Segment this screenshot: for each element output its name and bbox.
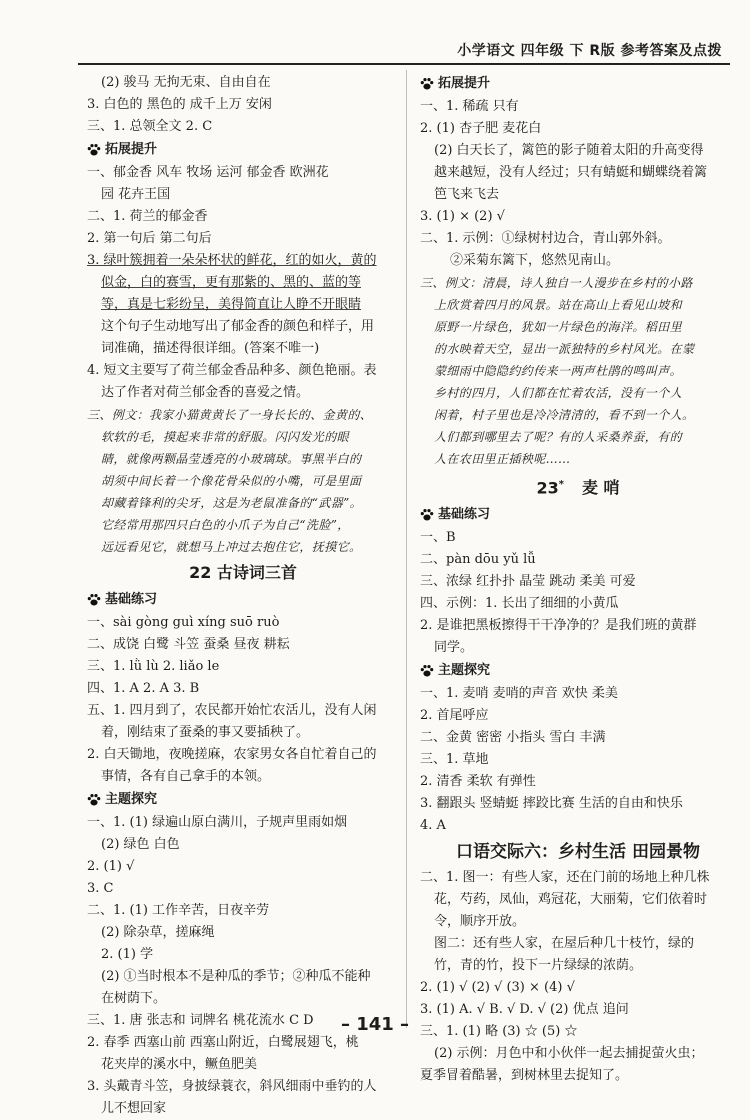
answer-line: 着，刚结束了蚕桑的事又要插秧了。 — [101, 725, 310, 740]
answer-line: 三、1. 草地 — [420, 752, 489, 768]
answer-line: 2. 春季 西塞山前 西塞山附近，白鹭展翅飞，桃 — [87, 1035, 359, 1050]
answer-line: 这个句子生动地写出了郁金香的颜色和样子，用 — [101, 319, 375, 334]
answer-line: 园 花卉王国 — [101, 187, 171, 202]
answer-line: 乡村的四月，人们都在忙着农活，没有一个人 — [434, 386, 683, 400]
answer-line: 的水映着天空，显出一派独特的乡村风光。在蒙 — [434, 342, 695, 356]
answer-line: 二、1. 荷兰的郁金香 — [87, 209, 208, 224]
answer-line: 闲着，村子里也是冷冷清清的，看不到一个人。 — [434, 408, 695, 422]
answer-line: 4. 短文主要写了荷兰郁金香品种多、颜色艳丽。表 — [87, 363, 377, 378]
answer-line: 3. 头戴青斗笠，身披绿蓑衣，斜风细雨中垂钓的人 — [87, 1079, 377, 1094]
lesson-title-text: 23 — [536, 478, 559, 498]
paw-icon — [420, 77, 434, 91]
answer-line: 3. 白色的 黑色的 成千上万 安闲 — [87, 97, 272, 112]
right-column — [420, 72, 736, 1087]
lesson-title — [87, 558, 399, 588]
answer-line: 2. (1) √ — [87, 859, 135, 874]
answer-line: 3. 绿叶簇拥着一朵朵杯状的鲜花，红的如火，黄的 — [87, 253, 377, 268]
answer-line: 三、1. 总领全文 2. C — [87, 119, 213, 134]
section-heading — [420, 659, 736, 683]
answer-line: 一、1. 稀疏 只有 — [420, 99, 519, 114]
page-number: – 141 – — [340, 1014, 410, 1035]
answer-line: 2. 第一句后 第二句后 — [87, 231, 212, 246]
section-heading — [420, 503, 736, 527]
answer-line: 二、1. 图一：有些人家，还在门前的场地上种几株 — [420, 870, 710, 886]
answer-line: 二、pàn dōu yǔ lǚ — [420, 552, 536, 568]
answer-line: 上欣赏着四月的风景。站在高山上看见山坡和 — [434, 298, 683, 312]
section-heading-label: 拓展提升 — [105, 142, 158, 157]
answer-line: 在树荫下。 — [101, 991, 167, 1006]
section-heading-label: 主题探究 — [105, 792, 158, 807]
answer-line: 睛，就像两颗晶莹透亮的小玻璃球。事黑半白的 — [101, 452, 362, 466]
answer-line: 儿不想回家 — [101, 1101, 167, 1116]
answer-line: 3. (1) × (2) √ — [420, 209, 505, 224]
answer-line: 三、1. 唐 张志和 词牌名 桃花流水 C D — [87, 1013, 314, 1028]
answer-line: 一、1. (1) 绿遍山原白满川，子规声里雨如烟 — [87, 815, 348, 830]
answer-line: 二、1. 示例：①绿树村边合，青山郭外斜。 — [420, 231, 671, 246]
answer-line: (2) 绿色 白色 — [101, 837, 180, 852]
answer-line: 三、例文：清晨，诗人独自一人漫步在乡村的小路 — [420, 276, 693, 290]
answer-line: 一、郁金香 风车 牧场 运河 郁金香 欧洲花 — [87, 165, 329, 180]
answer-line: 软软的毛，摸起来非常的舒服。闪闪发光的眼 — [101, 430, 350, 444]
answer-line: 2. 首尾呼应 — [420, 708, 489, 724]
answer-line: (2) ①当时根本不是种瓜的季节；②种瓜不能种 — [101, 969, 371, 984]
answer-line: (2) 示例：月色中和小伙伴一起去捕捉萤火虫； — [434, 1046, 704, 1062]
section-heading — [87, 788, 399, 812]
answer-line: 3. C — [87, 881, 114, 896]
answer-line: 四、1. A 2. A 3. B — [87, 681, 200, 696]
answer-line: 一、1. 麦哨 麦哨的声音 欢快 柔美 — [420, 686, 618, 702]
answer-line: 三、1. (1) 略 (3) ☆ (5) ☆ — [420, 1024, 578, 1040]
answer-line: 2. (1) √ (2) √ (3) × (4) √ — [420, 980, 575, 996]
answer-line: 人们都到哪里去了呢？有的人采桑养蚕，有的 — [434, 430, 683, 444]
answer-line: ②采菊东篱下，悠然见南山。 — [450, 253, 620, 268]
column-divider — [406, 70, 407, 1028]
answer-line: 一、sài gòng guì xíng suō ruò — [87, 615, 280, 630]
answer-line: 花夹岸的溪水中，鳜鱼肥美 — [101, 1057, 258, 1072]
answer-line: 蒙细雨中隐隐约约传来一两声杜鹃的鸣叫声。 — [434, 364, 683, 378]
answer-line: 等，真是七彩纷呈，美得简直让人睁不开眼睛 — [101, 297, 362, 312]
answer-line: 令，顺序开放。 — [434, 914, 526, 930]
section-heading-label: 拓展提升 — [438, 76, 491, 91]
answer-line: 花，芍药，凤仙，鸡冠花，大丽菊，它们依着时 — [434, 892, 708, 908]
section-heading — [87, 588, 399, 612]
page-header: 小学语文 四年级 下 R版 参考答案及点拨 — [457, 43, 722, 59]
lesson-title — [420, 470, 736, 503]
answer-line: 二、成饶 白鹭 斗笠 蚕桑 昼夜 耕耘 — [87, 637, 290, 652]
answer-line: 远远看见它，就想马上冲过去抱住它，抚摸它。 — [101, 540, 362, 554]
header-rule — [78, 63, 730, 65]
answer-line: 2. 清香 柔软 有弹性 — [420, 774, 536, 790]
lesson-title-text: 22 古诗词三首 — [189, 563, 297, 582]
answer-line: 三、例文：我家小猫黄黄长了一身长长的、金黄的、 — [87, 408, 373, 422]
answer-line: 4. A — [420, 818, 446, 834]
answer-line: 词准确，描述得很详细。(答案不唯一) — [101, 341, 320, 356]
paw-icon — [87, 593, 101, 607]
answer-line: 达了作者对荷兰郁金香的喜爱之情。 — [101, 385, 310, 400]
paw-icon — [420, 508, 434, 522]
lesson-title-text: 口语交际六：乡村生活 田园景物 — [456, 842, 700, 863]
answer-line: 五、1. 四月到了，农民都开始忙农活儿，没有人闲 — [87, 703, 377, 718]
answer-line: 竹，青的竹，投下一片绿绿的浓荫。 — [434, 958, 643, 974]
answer-line: 三、浓绿 红扑扑 晶莹 跳动 柔美 可爱 — [420, 574, 636, 590]
answer-line: 笆飞来飞去 — [434, 187, 500, 202]
answer-line: 它经常用那四只白色的小爪子为自己“洗脸”， — [101, 518, 350, 532]
answer-line: 三、1. lǜ lù 2. liǎo le — [87, 659, 220, 674]
left-column — [87, 72, 399, 1120]
answer-line: 3. (1) A. √ B. √ D. √ (2) 优点 追问 — [420, 1002, 629, 1018]
section-heading-label: 基础练习 — [105, 592, 158, 607]
answer-line: 原野一片绿色，犹如一片绿色的海洋。稻田里 — [434, 320, 683, 334]
answer-line: 2. (1) 杏子肥 麦花白 — [420, 121, 542, 136]
answer-line: 人在农田里正插秧呢…… — [434, 452, 571, 466]
answer-line: 图二：还有些人家，在屋后种几十枝竹，绿的 — [434, 936, 695, 952]
answer-line: (2) 白天长了，篱笆的影子随着太阳的升高变得 — [434, 143, 704, 158]
section-heading-label: 主题探究 — [438, 663, 491, 679]
paw-icon — [87, 793, 101, 807]
answer-line: 2. 是谁把黑板擦得干干净净的？是我们班的黄群 — [420, 618, 697, 634]
section-heading-label: 基础练习 — [438, 507, 491, 523]
answer-line: 夏季冒着酷暑，到树林里去捉知了。 — [420, 1068, 629, 1084]
section-heading — [420, 72, 736, 96]
answer-line: (2) 骏马 无拘无束、自由自在 — [101, 75, 271, 90]
answer-line: 越来越短，没有人经过；只有蜻蜓和蝴蝶绕着篱 — [434, 165, 708, 180]
answer-line: (2) 除杂草，搓麻绳 — [101, 925, 215, 940]
lesson-title-name: 麦 哨 — [581, 478, 620, 498]
answer-line: 却藏着锋利的尖牙，这是为老鼠准备的“武器”。 — [101, 496, 363, 510]
answer-line: 2. (1) 学 — [101, 947, 154, 962]
answer-line: 胡须中间长着一个像花骨朵似的小嘴，可是里面 — [101, 474, 362, 488]
section-heading — [87, 138, 399, 162]
answer-line: 2. 白天锄地，夜晚搓麻，农家男女各自忙着自己的 — [87, 747, 377, 762]
lesson-star-mark: * — [558, 479, 564, 490]
answer-line: 似金，白的赛雪，更有那紫的、黑的、蓝的等 — [101, 275, 362, 290]
answer-line: 四、示例：1. 长出了细细的小黄瓜 — [420, 596, 619, 612]
answer-line: 同学。 — [434, 640, 474, 656]
answer-line: 一、B — [420, 530, 456, 546]
answer-line: 二、1. (1) 工作辛苦，日夜辛劳 — [87, 903, 270, 918]
answer-line: 二、金黄 密密 小指头 雪白 丰满 — [420, 730, 606, 746]
paw-icon — [87, 143, 101, 157]
answer-line: 3. 翻跟头 竖蜻蜓 摔跤比赛 生活的自由和快乐 — [420, 796, 683, 812]
paw-icon — [420, 664, 434, 678]
lesson-title — [420, 837, 736, 867]
answer-line: 事情，各有自己拿手的本领。 — [101, 769, 271, 784]
